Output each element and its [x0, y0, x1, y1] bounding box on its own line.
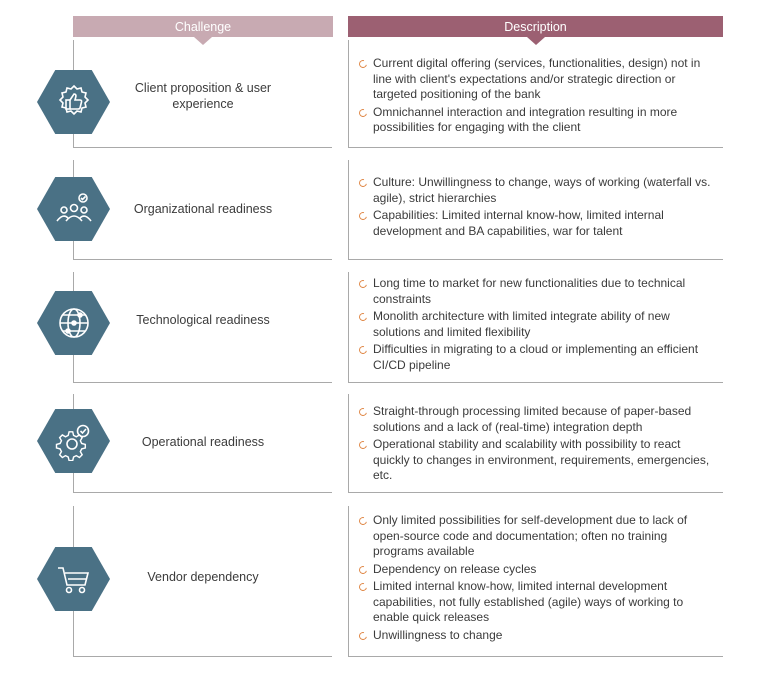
challenge-label: Operational readiness [141, 435, 265, 449]
bullet-item: Monolith architecture with limited integrate ability of new solutions and limited flexibility [358, 309, 718, 340]
table-row [0, 272, 770, 383]
challenge-label: Organizational readiness [133, 202, 273, 216]
bullet-item: Omnichannel interaction and integration resulting in more possibilities for engaging with the client [358, 105, 718, 136]
bullet-item: Long time to market for new functionalities due to technical constraints [358, 276, 718, 307]
bullet-item: Difficulties in migrating to a cloud or implementing an efficient CI/CD pipeline [358, 342, 718, 373]
challenge-label: Client proposition & user experience [134, 81, 272, 111]
bullet-list [358, 276, 718, 375]
bullet-item: Limited internal know-how, limited internal development capabilities, not fully established (agile) ways of working to enable quick releases [358, 579, 718, 626]
bullet-item: Operational stability and scalability with possibility to react quickly to changes in environment, requirements, emergencies, etc. [358, 437, 718, 484]
description-header: Description [348, 16, 723, 37]
bullet-item: Current digital offering (services, functionalities, design) not in line with client's expectations and/or strategic direction or targeted positioning of the bank [358, 56, 718, 103]
challenge-label: Technological readiness [136, 313, 270, 327]
bullet-item: Culture: Unwillingness to change, ways of working (waterfall vs. agile), strict hierarchies [358, 175, 718, 206]
bullet-list [358, 56, 718, 138]
bullet-item: Capabilities: Limited internal know-how, limited internal development and BA capabilities, war for talent [358, 208, 718, 239]
bullet-item: Only limited possibilities for self-development due to lack of open-source code and documentation; often no training programs available [358, 513, 718, 560]
bullet-list [358, 404, 718, 486]
table-row [0, 394, 770, 493]
table-row [0, 160, 770, 260]
bullet-item: Dependency on release cycles [358, 562, 718, 578]
bullet-list [358, 513, 718, 645]
table-row [0, 506, 770, 657]
bullet-item: Straight-through processing limited because of paper-based solutions and a lack of (real-time) integration depth [358, 404, 718, 435]
challenge-header: Challenge [73, 16, 333, 37]
table-row [0, 40, 770, 148]
challenge-label: Vendor dependency [147, 570, 259, 584]
bullet-list [358, 175, 718, 241]
bullet-item: Unwillingness to change [358, 628, 718, 644]
